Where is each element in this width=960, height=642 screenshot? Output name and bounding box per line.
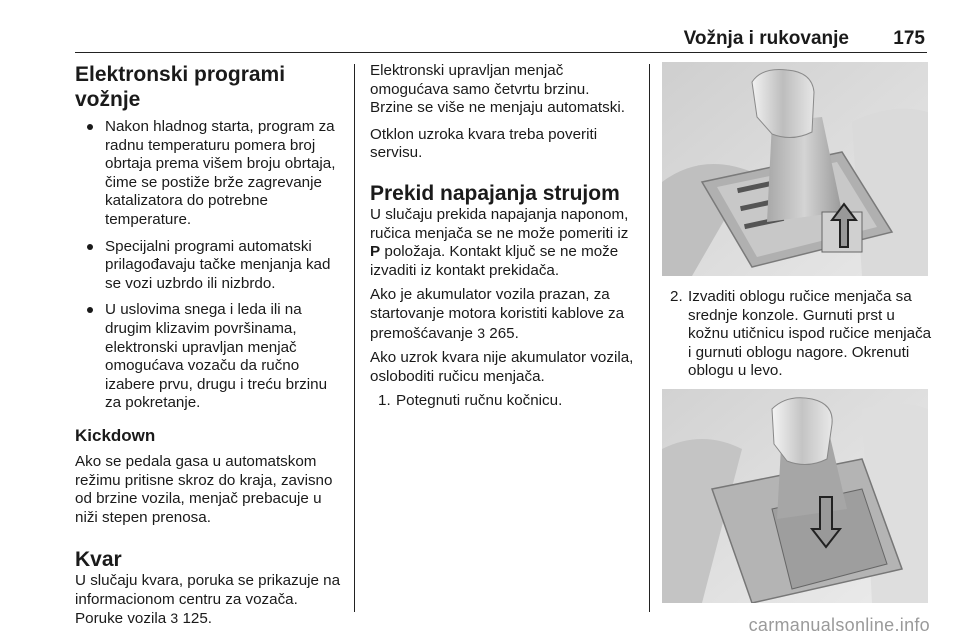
bullet-item: U uslovima snega i leda ili na drugim klizavim površinama, elektronski upravljan menjač omogućava vozaču da ručno izabere prvu, drugu i treću brzinu za pokretanje. <box>75 301 347 413</box>
fault-paragraph-2: Otklon uzroka kvara treba poveriti servisu. <box>370 125 598 162</box>
section-heading-power-interruption: Prekid napajanja strujom <box>370 181 620 205</box>
section-heading-kickdown: Kickdown <box>75 425 156 445</box>
gear-lever-photo-2 <box>662 389 928 603</box>
step-text: Izvaditi oblogu ručice menjača sa srednje konzole. Gurnuti prst u kožnu utičnicu ispod ručice menjača i gurnuti oblogu nagore. Okrenuti oblogu u levo. <box>688 288 932 380</box>
bullet-item: Specijalni programi automatski prilagođavaju tačke menjanja kad se vozi uzbrdo ili nizbrdo. <box>75 238 347 294</box>
column-1 <box>75 62 347 629</box>
power-paragraph-3: Ako uzrok kvara nije akumulator vozila, osloboditi ručicu menjača. <box>370 349 634 385</box>
gear-lever-illustration-2 <box>662 389 928 603</box>
watermark: carmanualsonline.info <box>748 615 930 635</box>
step-1 <box>370 392 636 411</box>
gear-lever-illustration-1 <box>662 62 928 276</box>
gear-lever-photo-1 <box>662 62 928 276</box>
bullet-list <box>75 118 347 413</box>
column-2 <box>370 62 636 411</box>
power-paragraph-2: Ako je akumulator vozila prazan, za startovanje motora koristiti kablove za premošćavanje 3 265. <box>370 286 625 342</box>
kickdown-paragraph: Ako se pedala gasa u automatskom režimu pritisne skroz do kraja, zavisno od brzine vozila, menjač prebacuje u niži stepen prenosa. <box>75 452 333 526</box>
column-3 <box>662 62 932 603</box>
page-number: 175 <box>893 28 925 49</box>
column-divider-1 <box>354 64 355 612</box>
page-ref-icon: 3 <box>477 324 486 341</box>
fault-paragraph-1: Elektronski upravljan menjač omogućava samo četvrtu brzinu. Brzine se više ne menjaju automatski. <box>370 62 625 117</box>
step-number: 2. <box>670 288 683 305</box>
power-paragraph-1: U slučaju prekida napajanja naponom, ručica menjača se ne može pomeriti iz P položaja. Kontakt ključ se ne može izvaditi iz kontakt prekidača. <box>370 205 629 279</box>
bullet-item: Nakon hladnog starta, program za radnu temperaturu pomera broj obrtaja prema višem broju obrtaja, čime se postiže brže zagrevanje katalizatora do potrebne temperature. <box>75 118 347 230</box>
section-heading-kvar: Kvar <box>75 548 122 572</box>
kvar-paragraph <box>75 572 347 629</box>
jump-start-page-ref[interactable]: 265. <box>489 324 519 342</box>
running-title: Vožnja i rukovanje <box>683 28 849 49</box>
p-position-label: P <box>370 243 381 261</box>
page-header <box>75 24 927 53</box>
step-2 <box>662 288 932 381</box>
kvar-page-ref[interactable]: 125. <box>182 610 212 628</box>
step-number: 1. <box>378 392 391 410</box>
column-divider-2 <box>649 64 650 612</box>
step-text: Potegnuti ručnu kočnicu. <box>396 392 563 410</box>
page-ref-icon: 3 <box>170 610 179 627</box>
section-heading-electronic-programs: Elektronski programi vožnje <box>75 63 286 111</box>
kvar-text: U slučaju kvara, poruka se prikazuje na informacionom centru za vozača. Poruke vozila <box>75 572 341 628</box>
